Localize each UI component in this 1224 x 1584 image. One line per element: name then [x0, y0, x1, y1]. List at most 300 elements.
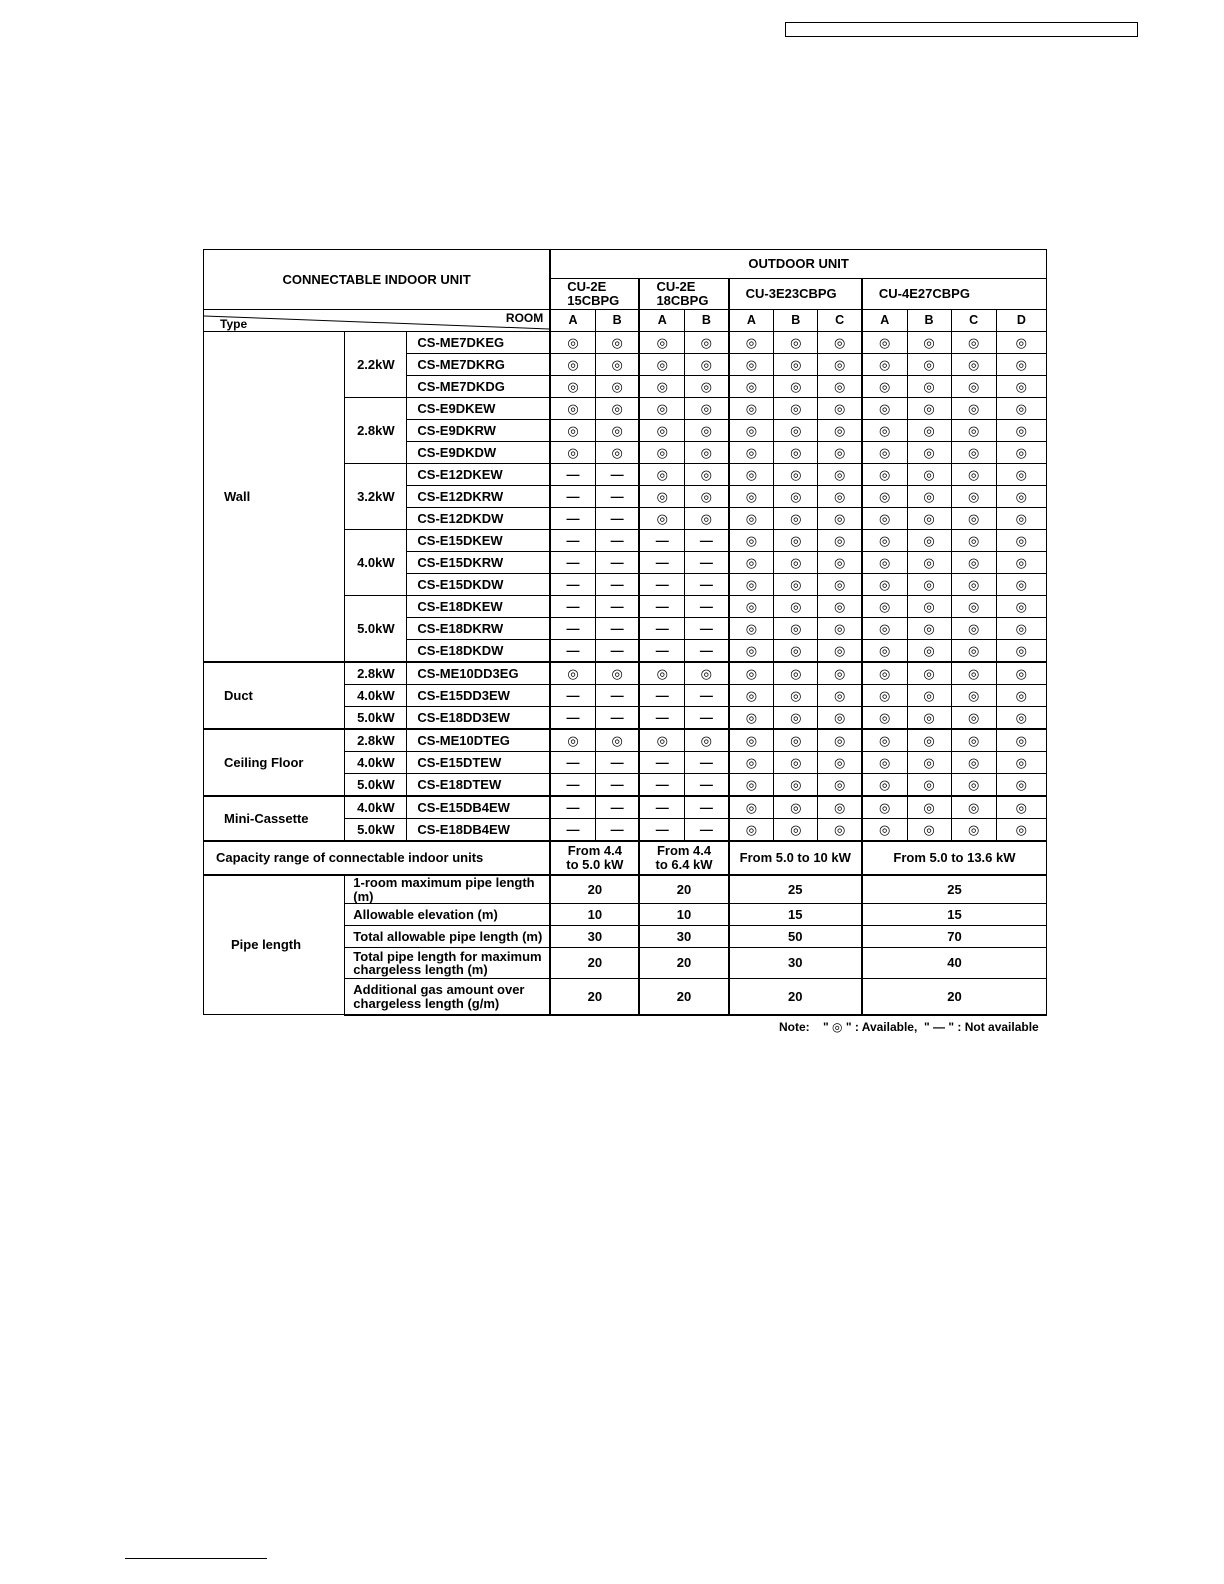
- not-available-icon: —: [639, 685, 684, 707]
- compatibility-table: [203, 249, 1047, 1016]
- room-header: B: [595, 310, 639, 332]
- pipe-parameter-label: 1-room maximum pipe length (m): [345, 875, 550, 904]
- available-icon: ◎: [774, 508, 818, 530]
- indoor-model: CS-E15DD3EW: [407, 685, 550, 707]
- type-label: Type: [220, 317, 248, 332]
- available-icon: ◎: [818, 332, 862, 354]
- available-icon: ◎: [862, 464, 907, 486]
- available-icon: ◎: [951, 486, 996, 508]
- available-icon: ◎: [550, 442, 595, 464]
- not-available-icon: —: [685, 774, 729, 797]
- available-icon: ◎: [685, 376, 729, 398]
- available-icon: ◎: [907, 640, 951, 663]
- capacity-kw: 2.2kW: [345, 332, 407, 398]
- available-icon: ◎: [639, 508, 684, 530]
- available-icon: ◎: [907, 707, 951, 730]
- available-icon: ◎: [996, 398, 1046, 420]
- available-icon: ◎: [862, 796, 907, 819]
- available-icon: ◎: [907, 729, 951, 752]
- available-icon: ◎: [729, 574, 774, 596]
- available-icon: ◎: [907, 354, 951, 376]
- available-icon: ◎: [550, 420, 595, 442]
- available-icon: ◎: [729, 332, 774, 354]
- available-icon: ◎: [907, 332, 951, 354]
- pipe-parameter-value: 20: [550, 875, 639, 904]
- indoor-model: CS-E18DKDW: [407, 640, 550, 663]
- not-available-icon: —: [550, 774, 595, 797]
- available-icon: ◎: [818, 442, 862, 464]
- pipe-parameter-value: 15: [862, 904, 1047, 926]
- available-icon: ◎: [951, 508, 996, 530]
- available-icon: ◎: [907, 464, 951, 486]
- available-icon: ◎: [862, 376, 907, 398]
- room-header: A: [550, 310, 595, 332]
- pipe-parameter-label: Total pipe length for maximum chargeless length (m): [345, 948, 550, 979]
- available-icon: ◎: [862, 574, 907, 596]
- pipe-parameter-label: Additional gas amount over chargeless length (g/m): [345, 979, 550, 1015]
- available-icon: ◎: [907, 552, 951, 574]
- capacity-range-label: Capacity range of connectable indoor units: [204, 841, 551, 875]
- available-icon: ◎: [639, 729, 684, 752]
- outdoor-model-header: CU-3E23CBPG: [729, 279, 862, 310]
- diagonal-divider: [204, 310, 550, 331]
- available-icon: ◎: [862, 552, 907, 574]
- available-icon: ◎: [818, 508, 862, 530]
- pipe-row: [204, 875, 1047, 904]
- indoor-model: CS-E9DKDW: [407, 442, 550, 464]
- not-available-icon: —: [685, 796, 729, 819]
- available-icon: ◎: [729, 819, 774, 842]
- indoor-model: CS-E15DTEW: [407, 752, 550, 774]
- not-available-icon: —: [595, 774, 639, 797]
- not-available-icon: —: [550, 640, 595, 663]
- indoor-model: CS-E12DKDW: [407, 508, 550, 530]
- available-icon: ◎: [818, 552, 862, 574]
- room-header: A: [639, 310, 684, 332]
- available-icon: ◎: [774, 376, 818, 398]
- unit-type: Mini-Cassette: [204, 796, 345, 841]
- available-icon: ◎: [907, 796, 951, 819]
- available-icon: ◎: [996, 552, 1046, 574]
- available-icon: ◎: [774, 442, 818, 464]
- capacity-kw: 3.2kW: [345, 464, 407, 530]
- available-icon: ◎: [595, 729, 639, 752]
- capacity-kw: 2.8kW: [345, 662, 407, 685]
- not-available-icon: —: [595, 796, 639, 819]
- available-icon: ◎: [595, 442, 639, 464]
- available-icon: ◎: [550, 729, 595, 752]
- available-icon: ◎: [729, 420, 774, 442]
- available-icon: ◎: [951, 662, 996, 685]
- capacity-kw: 4.0kW: [345, 530, 407, 596]
- available-icon: ◎: [550, 398, 595, 420]
- available-icon: ◎: [729, 729, 774, 752]
- available-icon: ◎: [774, 574, 818, 596]
- capacity-range-value: From 4.4 to 6.4 kW: [639, 841, 728, 875]
- indoor-model: CS-E18DB4EW: [407, 819, 550, 842]
- capacity-kw: 4.0kW: [345, 685, 407, 707]
- room-header: C: [951, 310, 996, 332]
- available-icon: ◎: [818, 796, 862, 819]
- available-icon: ◎: [729, 662, 774, 685]
- table-row: [204, 729, 1047, 752]
- available-icon: ◎: [996, 819, 1046, 842]
- available-icon: ◎: [595, 398, 639, 420]
- available-icon: ◎: [907, 774, 951, 797]
- unit-type: Wall: [204, 332, 345, 663]
- indoor-model: CS-E12DKRW: [407, 486, 550, 508]
- available-icon: ◎: [685, 398, 729, 420]
- available-icon: ◎: [685, 729, 729, 752]
- not-available-icon: —: [639, 618, 684, 640]
- not-available-icon: —: [685, 707, 729, 730]
- not-available-icon: —: [685, 574, 729, 596]
- capacity-range-value: From 5.0 to 13.6 kW: [862, 841, 1047, 875]
- pipe-length-type: Pipe length: [204, 875, 345, 1015]
- capacity-kw: 4.0kW: [345, 796, 407, 819]
- not-available-icon: —: [595, 552, 639, 574]
- capacity-range-value: From 4.4 to 5.0 kW: [550, 841, 639, 875]
- room-header: B: [685, 310, 729, 332]
- available-icon: ◎: [996, 752, 1046, 774]
- available-icon: ◎: [862, 618, 907, 640]
- not-available-icon: —: [550, 486, 595, 508]
- available-icon: ◎: [996, 508, 1046, 530]
- available-icon: ◎: [729, 530, 774, 552]
- available-icon: ◎: [729, 464, 774, 486]
- available-icon: ◎: [907, 530, 951, 552]
- available-icon: ◎: [729, 596, 774, 618]
- available-icon: ◎: [862, 398, 907, 420]
- available-icon: ◎: [729, 685, 774, 707]
- capacity-range-row: [204, 841, 1047, 875]
- available-icon: ◎: [774, 464, 818, 486]
- indoor-model: CS-E18DKEW: [407, 596, 550, 618]
- available-icon: ◎: [907, 574, 951, 596]
- pipe-parameter-value: 25: [862, 875, 1047, 904]
- available-icon: ◎: [862, 530, 907, 552]
- room-header: B: [774, 310, 818, 332]
- available-icon: ◎: [685, 464, 729, 486]
- available-icon: ◎: [862, 596, 907, 618]
- not-available-icon: —: [595, 707, 639, 730]
- available-icon: ◎: [818, 707, 862, 730]
- available-icon: ◎: [862, 508, 907, 530]
- available-icon: ◎: [818, 752, 862, 774]
- available-icon: ◎: [996, 707, 1046, 730]
- available-icon: ◎: [729, 707, 774, 730]
- available-icon: ◎: [996, 486, 1046, 508]
- available-icon: ◎: [774, 685, 818, 707]
- not-available-icon: —: [639, 819, 684, 842]
- available-icon: ◎: [774, 420, 818, 442]
- available-icon: ◎: [951, 530, 996, 552]
- indoor-model: CS-E15DKEW: [407, 530, 550, 552]
- available-icon: ◎: [996, 685, 1046, 707]
- available-icon: ◎: [907, 685, 951, 707]
- not-available-icon: —: [639, 774, 684, 797]
- available-icon: ◎: [818, 398, 862, 420]
- available-icon: ◎: [951, 596, 996, 618]
- available-icon: ◎: [996, 530, 1046, 552]
- available-icon: ◎: [818, 819, 862, 842]
- not-available-icon: —: [639, 752, 684, 774]
- available-icon: ◎: [951, 420, 996, 442]
- pipe-parameter-value: 70: [862, 926, 1047, 948]
- not-available-icon: —: [550, 596, 595, 618]
- available-icon: ◎: [862, 486, 907, 508]
- available-icon: ◎: [907, 819, 951, 842]
- available-icon: ◎: [996, 354, 1046, 376]
- not-available-icon: —: [550, 752, 595, 774]
- pipe-parameter-value: 15: [729, 904, 862, 926]
- unit-type: Duct: [204, 662, 345, 729]
- available-icon: ◎: [907, 376, 951, 398]
- available-icon: ◎: [996, 332, 1046, 354]
- indoor-model: CS-E12DKEW: [407, 464, 550, 486]
- pipe-parameter-value: 10: [639, 904, 728, 926]
- available-icon: ◎: [774, 640, 818, 663]
- available-icon: ◎: [774, 618, 818, 640]
- not-available-icon: —: [550, 819, 595, 842]
- not-available-icon: —: [685, 618, 729, 640]
- available-icon: ◎: [685, 486, 729, 508]
- not-available-icon: —: [685, 819, 729, 842]
- outdoor-model-header: CU-4E27CBPG: [862, 279, 1047, 310]
- indoor-model: CS-E18DD3EW: [407, 707, 550, 730]
- available-icon: ◎: [550, 354, 595, 376]
- room-label: ROOM: [505, 311, 544, 325]
- room-header: A: [862, 310, 907, 332]
- header-box: [785, 22, 1138, 37]
- available-icon: ◎: [996, 464, 1046, 486]
- indoor-unit-header: CONNECTABLE INDOOR UNIT: [204, 250, 551, 310]
- available-icon: ◎: [774, 486, 818, 508]
- indoor-model: CS-E18DKRW: [407, 618, 550, 640]
- available-icon: ◎: [639, 398, 684, 420]
- available-icon: ◎: [996, 662, 1046, 685]
- capacity-kw: 2.8kW: [345, 398, 407, 464]
- available-icon: ◎: [774, 819, 818, 842]
- available-icon: ◎: [951, 819, 996, 842]
- available-icon: ◎: [550, 332, 595, 354]
- available-icon: ◎: [951, 618, 996, 640]
- available-icon: ◎: [774, 729, 818, 752]
- pipe-parameter-value: 20: [639, 979, 728, 1015]
- capacity-kw: 2.8kW: [345, 729, 407, 752]
- available-icon: ◎: [774, 796, 818, 819]
- not-available-icon: —: [550, 707, 595, 730]
- available-icon: ◎: [951, 464, 996, 486]
- available-icon: ◎: [907, 752, 951, 774]
- not-available-icon: —: [550, 530, 595, 552]
- available-icon: ◎: [862, 442, 907, 464]
- indoor-model: CS-ME10DTEG: [407, 729, 550, 752]
- available-icon: ◎: [550, 662, 595, 685]
- available-icon: ◎: [907, 508, 951, 530]
- pipe-parameter-value: 20: [862, 979, 1047, 1015]
- not-available-icon: —: [639, 796, 684, 819]
- pipe-parameter-value: 20: [729, 979, 862, 1015]
- available-icon: ◎: [639, 442, 684, 464]
- available-icon: ◎: [639, 332, 684, 354]
- footer-line: [125, 1558, 267, 1559]
- available-icon: ◎: [685, 332, 729, 354]
- indoor-model: CS-ME7DKRG: [407, 354, 550, 376]
- available-icon: ◎: [951, 707, 996, 730]
- available-icon: ◎: [862, 420, 907, 442]
- available-icon: ◎: [996, 774, 1046, 797]
- not-available-icon: —: [550, 464, 595, 486]
- pipe-parameter-value: 40: [862, 948, 1047, 979]
- indoor-model: CS-ME7DKDG: [407, 376, 550, 398]
- available-icon: ◎: [996, 618, 1046, 640]
- available-icon: ◎: [862, 640, 907, 663]
- available-icon: ◎: [996, 376, 1046, 398]
- available-icon: ◎: [818, 376, 862, 398]
- not-available-icon: —: [685, 640, 729, 663]
- outdoor-model-header: CU-2E 15CBPG: [550, 279, 639, 310]
- unit-type: Ceiling Floor: [204, 729, 345, 796]
- not-available-icon: —: [685, 552, 729, 574]
- capacity-kw: 5.0kW: [345, 707, 407, 730]
- available-icon: ◎: [951, 332, 996, 354]
- not-available-icon: —: [639, 530, 684, 552]
- available-icon: ◎: [862, 354, 907, 376]
- pipe-parameter-value: 30: [729, 948, 862, 979]
- not-available-icon: —: [685, 752, 729, 774]
- not-available-icon: —: [595, 596, 639, 618]
- pipe-parameter-value: 20: [550, 979, 639, 1015]
- available-icon: ◎: [862, 729, 907, 752]
- available-icon: ◎: [774, 596, 818, 618]
- available-icon: ◎: [774, 530, 818, 552]
- available-icon: ◎: [729, 752, 774, 774]
- available-icon: ◎: [774, 552, 818, 574]
- available-icon: ◎: [595, 376, 639, 398]
- room-header: A: [729, 310, 774, 332]
- available-icon: ◎: [996, 729, 1046, 752]
- available-icon: ◎: [951, 796, 996, 819]
- capacity-kw: 4.0kW: [345, 752, 407, 774]
- available-icon: ◎: [862, 332, 907, 354]
- available-icon: ◎: [951, 752, 996, 774]
- not-available-icon: —: [595, 685, 639, 707]
- available-icon: ◎: [818, 596, 862, 618]
- available-icon: ◎: [907, 618, 951, 640]
- table-row: [204, 332, 1047, 354]
- indoor-model: CS-E15DB4EW: [407, 796, 550, 819]
- available-icon: ◎: [907, 662, 951, 685]
- not-available-icon: —: [595, 819, 639, 842]
- available-icon: ◎: [729, 442, 774, 464]
- available-icon: ◎: [996, 596, 1046, 618]
- available-icon: ◎: [818, 640, 862, 663]
- available-icon: ◎: [729, 376, 774, 398]
- available-icon: ◎: [774, 752, 818, 774]
- available-icon: ◎: [685, 354, 729, 376]
- available-icon: ◎: [996, 640, 1046, 663]
- available-icon: ◎: [685, 508, 729, 530]
- available-icon: ◎: [907, 442, 951, 464]
- available-icon: ◎: [685, 442, 729, 464]
- indoor-model: CS-ME10DD3EG: [407, 662, 550, 685]
- available-icon: ◎: [595, 662, 639, 685]
- indoor-model: CS-E9DKEW: [407, 398, 550, 420]
- indoor-model: CS-ME7DKEG: [407, 332, 550, 354]
- available-icon: ◎: [818, 774, 862, 797]
- available-icon: ◎: [907, 398, 951, 420]
- not-available-icon: —: [685, 530, 729, 552]
- available-icon: ◎: [862, 774, 907, 797]
- outdoor-unit-header: OUTDOOR UNIT: [550, 250, 1046, 279]
- not-available-icon: —: [639, 707, 684, 730]
- available-icon: ◎: [818, 662, 862, 685]
- available-icon: ◎: [685, 420, 729, 442]
- available-icon: ◎: [774, 707, 818, 730]
- table-row: [204, 662, 1047, 685]
- capacity-kw: 5.0kW: [345, 819, 407, 842]
- not-available-icon: —: [550, 552, 595, 574]
- not-available-icon: —: [595, 752, 639, 774]
- available-icon: ◎: [818, 618, 862, 640]
- capacity-kw: 5.0kW: [345, 596, 407, 663]
- available-icon: ◎: [862, 662, 907, 685]
- available-icon: ◎: [550, 376, 595, 398]
- available-icon: ◎: [862, 752, 907, 774]
- not-available-icon: —: [595, 486, 639, 508]
- available-icon: ◎: [951, 640, 996, 663]
- available-icon: ◎: [818, 530, 862, 552]
- available-icon: ◎: [907, 486, 951, 508]
- available-icon: ◎: [729, 640, 774, 663]
- pipe-parameter-value: 30: [550, 926, 639, 948]
- pipe-parameter-value: 20: [639, 875, 728, 904]
- not-available-icon: —: [639, 574, 684, 596]
- available-icon: ◎: [639, 486, 684, 508]
- available-icon: ◎: [639, 354, 684, 376]
- available-icon: ◎: [951, 574, 996, 596]
- available-icon: ◎: [729, 508, 774, 530]
- available-icon: ◎: [818, 486, 862, 508]
- available-icon: ◎: [595, 420, 639, 442]
- capacity-range-value: From 5.0 to 10 kW: [729, 841, 862, 875]
- available-icon: ◎: [729, 354, 774, 376]
- available-icon: ◎: [951, 376, 996, 398]
- available-icon: ◎: [774, 354, 818, 376]
- not-available-icon: —: [595, 464, 639, 486]
- indoor-model: CS-E15DKDW: [407, 574, 550, 596]
- available-icon: ◎: [951, 729, 996, 752]
- available-icon: ◎: [595, 354, 639, 376]
- available-icon: ◎: [862, 707, 907, 730]
- type-room-header: [204, 310, 551, 332]
- available-icon: ◎: [729, 796, 774, 819]
- pipe-parameter-value: 20: [639, 948, 728, 979]
- not-available-icon: —: [685, 685, 729, 707]
- available-icon: ◎: [996, 442, 1046, 464]
- available-icon: ◎: [951, 685, 996, 707]
- available-icon: ◎: [774, 774, 818, 797]
- pipe-parameter-value: 50: [729, 926, 862, 948]
- available-icon: ◎: [818, 729, 862, 752]
- legend-note: Note: " ◎ " : Available, " — " : Not available: [779, 1020, 1039, 1034]
- not-available-icon: —: [639, 640, 684, 663]
- available-icon: ◎: [595, 332, 639, 354]
- available-icon: ◎: [729, 552, 774, 574]
- available-icon: ◎: [996, 420, 1046, 442]
- available-icon: ◎: [685, 662, 729, 685]
